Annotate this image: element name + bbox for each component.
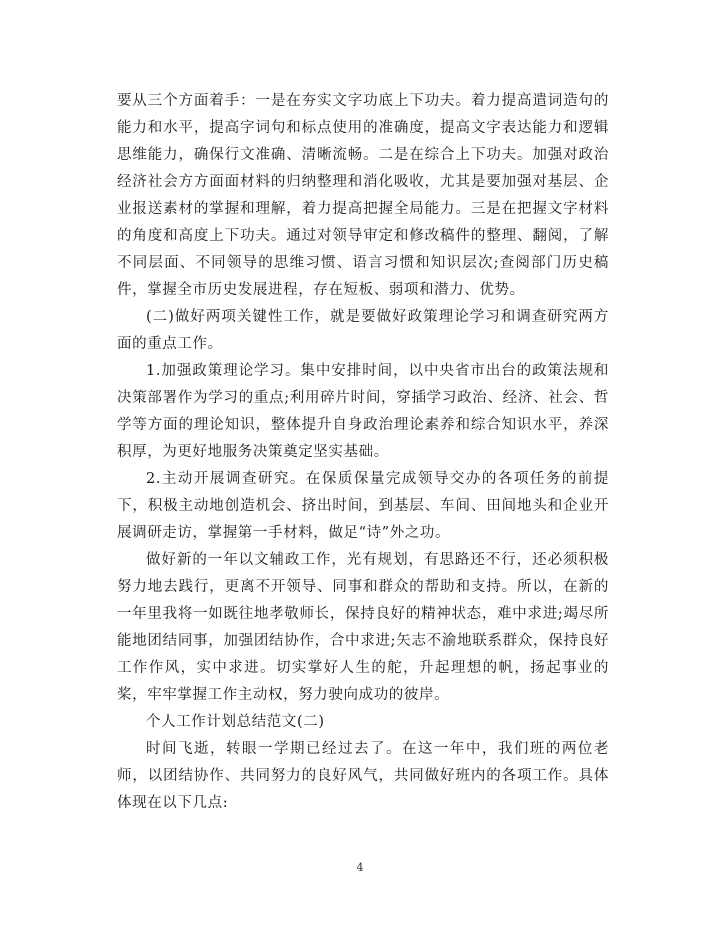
paragraph-research: 2.主动开展调查研究。在保质保量完成领导交办的各项任务的前提下，积极主动地创造机会、挤出时间，到基层、车间、田间地头和企业开展调研走访，掌握第一手材料，做足“诗”外之功。 bbox=[117, 471, 609, 541]
paragraph-semester-summary: 时间飞逝，转眼一学期已经过去了。在这一年中，我们班的两位老师，以团结协作、共同努力的良好风气，共同做好班内的各项工作。具体体现在以下几点: bbox=[117, 741, 609, 811]
paragraph-new-year-plan: 做好新的一年以文辅政工作，光有规划，有思路还不行，还必须积极努力地去践行，更离不开领导、同事和群众的帮助和支持。所以，在新的一年里我将一如既往地孝敬师长，保持良好的精神状态，难中求进;竭尽所能地团结同事，加强团结协作，合中求进;矢志不渝地联系群众，保持良好工作作风，实中求进。切实掌好人生的舵，升起理想的帆，扬起事业的桨，牢牢掌握工作主动权，努力驶向成功的彼岸。 bbox=[117, 552, 609, 703]
paragraph-key-work: (二)做好两项关键性工作，就是要做好政策理论学习和调查研究两方面的重点工作。 bbox=[117, 309, 609, 352]
section-title: 个人工作计划总结范文(二) bbox=[146, 714, 325, 730]
paragraph-writing-skills: 要从三个方面着手：一是在夯实文字功底上下功夫。着力提高遣词造句的能力和水平，提高字词句和标点使用的准确度，提高文字表达能力和逻辑思维能力，确保行文准确、清晰流畅。二是在综合上下功夫。加强对政治经济社会方方面面材料的归纳整理和消化吸收，尤其是要加强对基层、企业报送素材的掌握和理解，着力提高把握全局能力。三是在把握文字材料的角度和高度上下功夫。通过对领导审定和修改稿件的整理、翻阅，了解不同层面、不同领导的思维习惯、语言习惯和知识层次;查阅部门历史稿件，掌握全市历史发展进程，存在短板、弱项和潜力、优势。 bbox=[117, 93, 609, 298]
paragraph-policy-study: 1.加强政策理论学习。集中安排时间，以中央省市出台的政策法规和决策部署作为学习的重点;利用碎片时间，穿插学习政治、经济、社会、哲学等方面的理论知识，整体提升自身政治理论素养和综合知识水平，养深积厚，为更好地服务决策奠定坚实基础。 bbox=[117, 363, 609, 460]
page-number: 4 bbox=[356, 861, 364, 874]
document-body bbox=[117, 88, 609, 817]
